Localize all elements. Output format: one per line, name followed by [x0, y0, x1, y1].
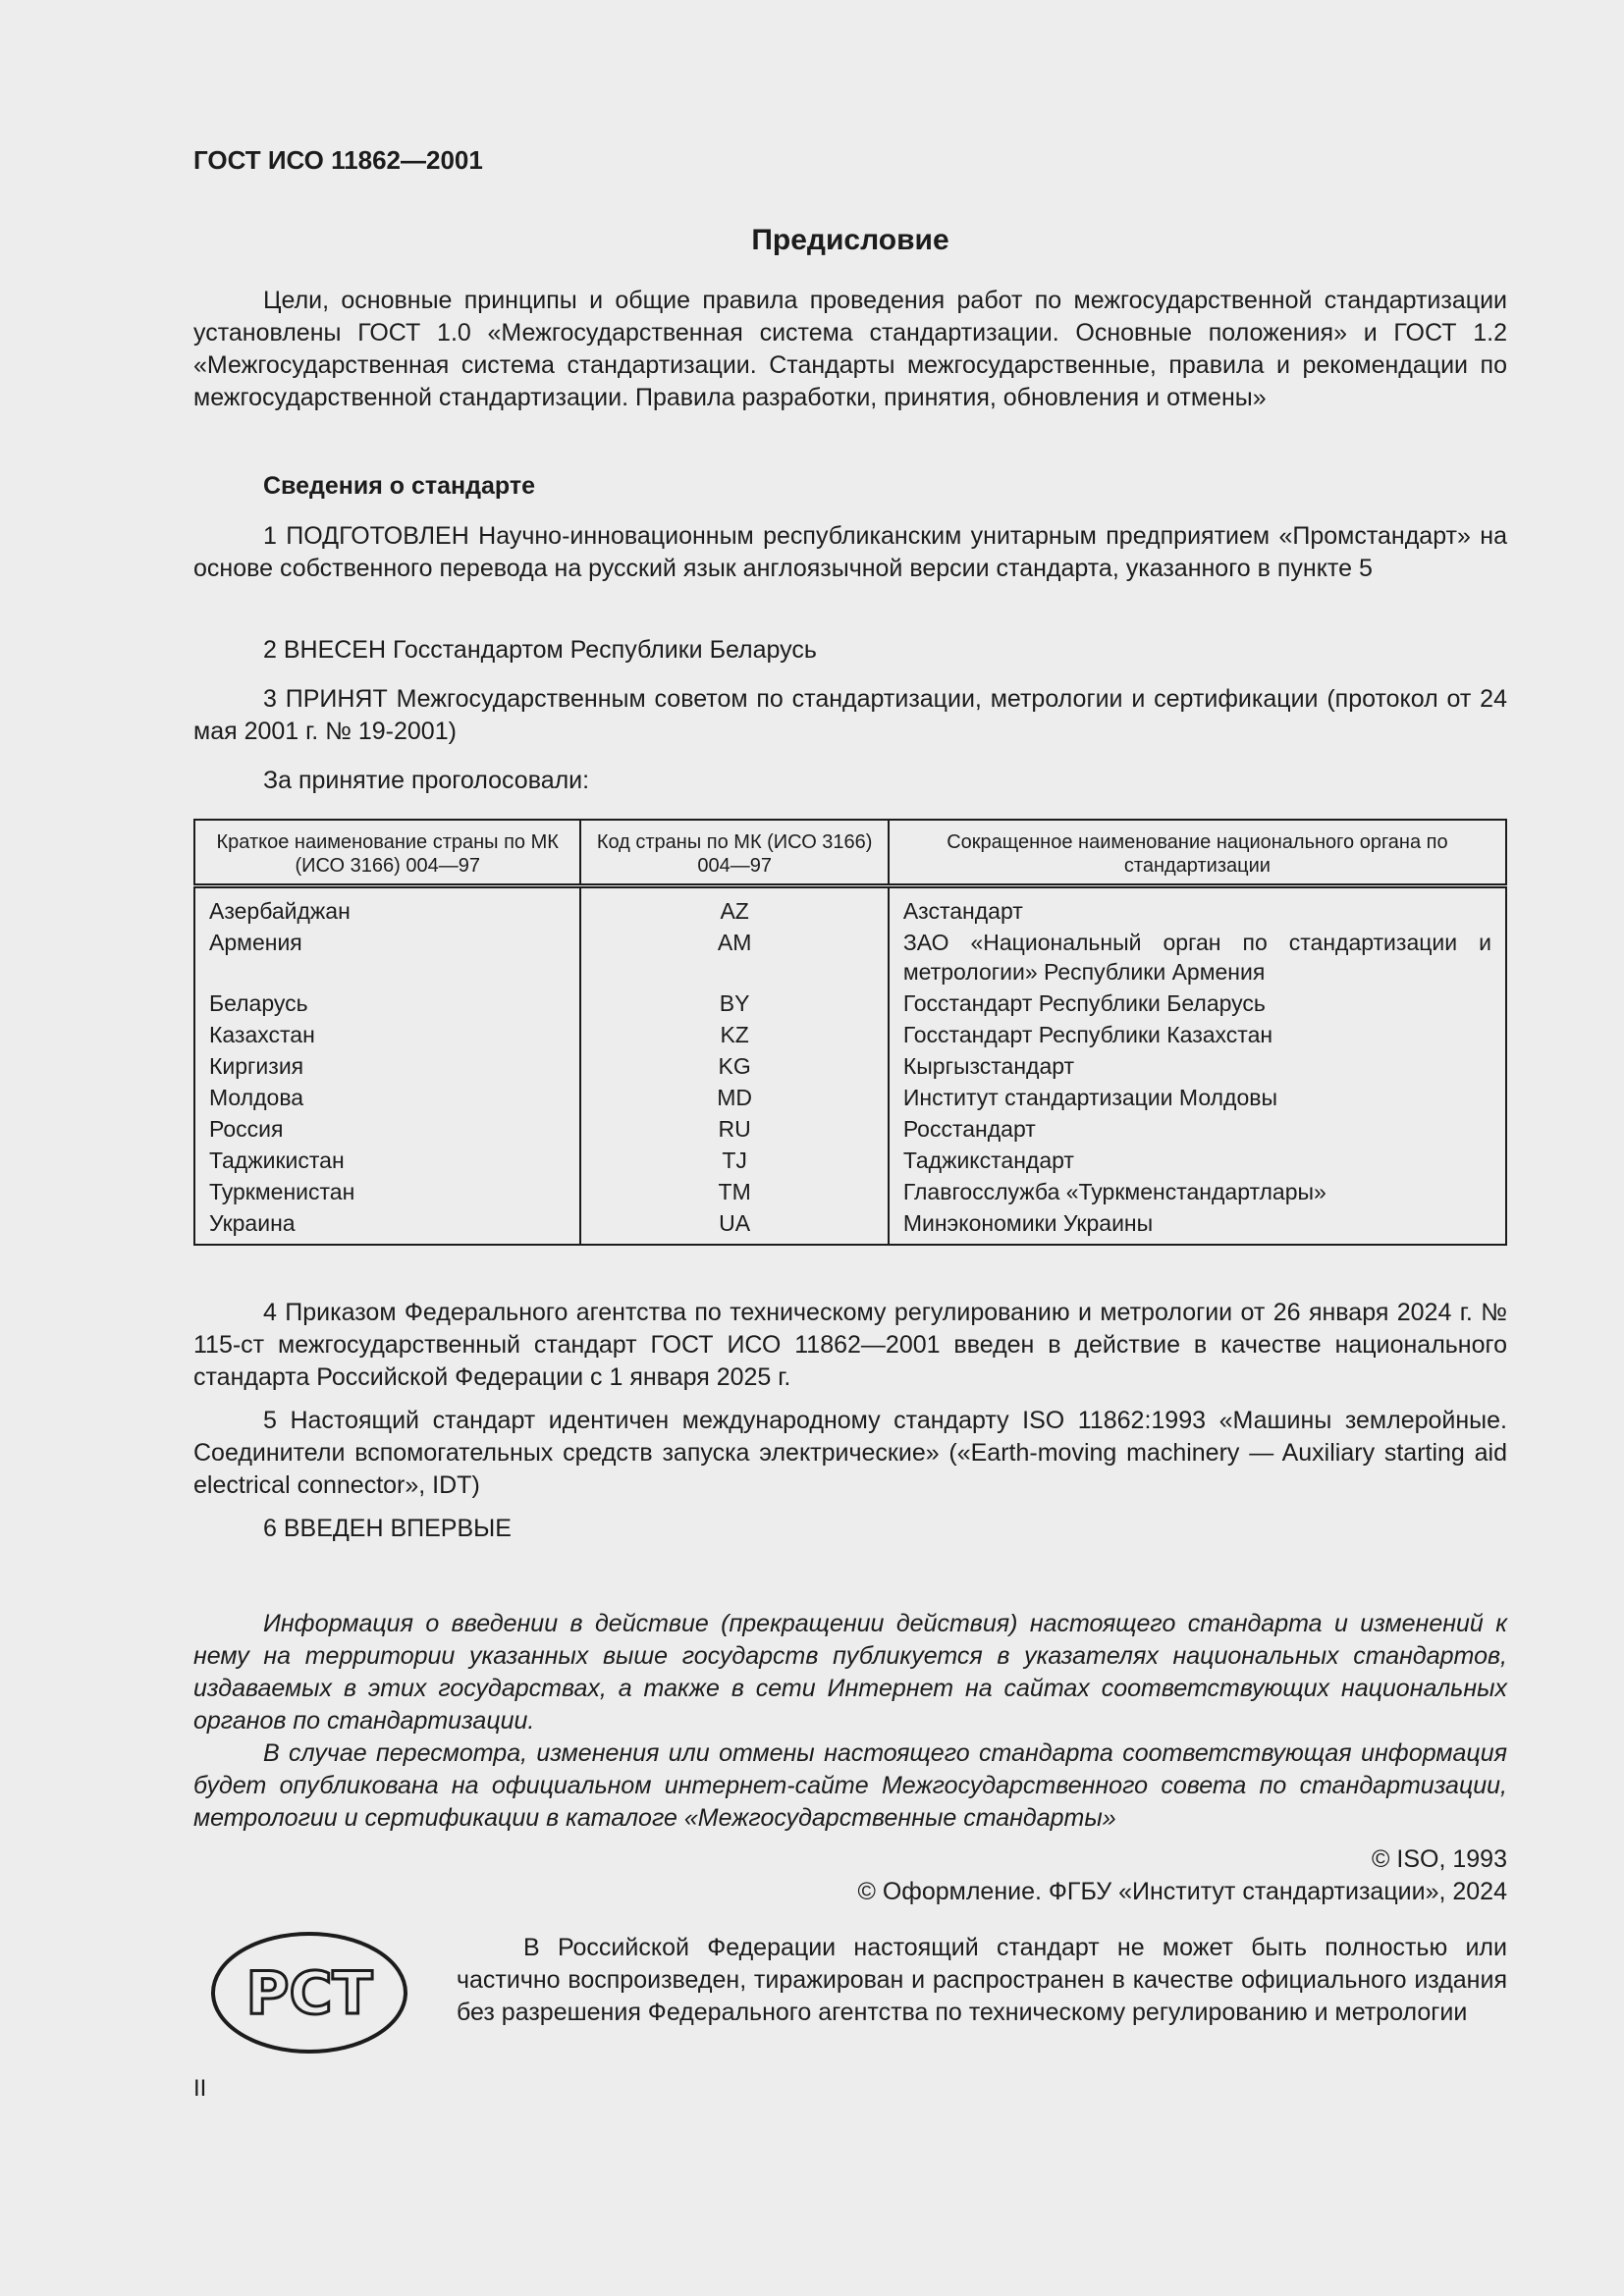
org-cell: Главгосслужба «Туркменстандартлары»: [889, 1176, 1506, 1207]
table-row: [194, 1176, 1506, 1207]
country-cell: Украина: [194, 1207, 580, 1245]
table-row: [194, 1113, 1506, 1145]
country-cell: Туркменистан: [194, 1176, 580, 1207]
info-heading: Сведения о стандарте: [263, 472, 536, 500]
copyright-iso: © ISO, 1993: [1372, 1845, 1507, 1873]
org-cell: Госстандарт Республики Беларусь: [889, 988, 1506, 1019]
table-row: [194, 1019, 1506, 1050]
item-2-block: [193, 634, 1507, 667]
code-cell: RU: [580, 1113, 888, 1145]
standard-code-header: ГОСТ ИСО 11862—2001: [193, 145, 483, 175]
code-cell: TM: [580, 1176, 888, 1207]
country-cell: Армения: [194, 927, 580, 988]
item-2-paragraph: 2 ВНЕСЕН Госстандартом Республики Беларусь: [263, 636, 817, 664]
page-title: Предисловие: [751, 224, 949, 256]
info-heading-block: [193, 472, 1507, 501]
item-3-block: [193, 683, 1507, 748]
page-number: II: [193, 2075, 207, 2102]
copyright-block: [193, 1843, 1507, 1908]
item-6-block: [193, 1513, 1507, 1545]
code-cell: TJ: [580, 1145, 888, 1176]
country-cell: Беларусь: [194, 988, 580, 1019]
voted-block: [193, 765, 1507, 797]
header-org: Сокращенное наименование национального органа по стандартизации: [889, 820, 1506, 886]
country-cell: Азербайджан: [194, 886, 580, 928]
item-4-paragraph: 4 Приказом Федерального агентства по техническому регулированию и метрологии от 26 января 2024 г. № 115-ст межгосударственный стандарт ГОСТ ИСО 11862—2001 введен в действие в качестве национального стандарта Российской Федерации с 1 января 2025 г.: [193, 1299, 1507, 1391]
country-cell: Таджикистан: [194, 1145, 580, 1176]
country-cell: Россия: [194, 1113, 580, 1145]
country-cell: Казахстан: [194, 1019, 580, 1050]
table-row: [194, 927, 1506, 988]
org-cell: Институт стандартизации Молдовы: [889, 1082, 1506, 1113]
table-row: [194, 988, 1506, 1019]
item-6-paragraph: 6 ВВЕДЕН ВПЕРВЫЕ: [263, 1515, 512, 1542]
code-cell: UA: [580, 1207, 888, 1245]
copyright-design: © Оформление. ФГБУ «Институт стандартизации», 2024: [857, 1878, 1507, 1905]
code-cell: KG: [580, 1050, 888, 1082]
org-cell: Азстандарт: [889, 886, 1506, 928]
rst-logo-icon: [209, 1929, 409, 2056]
org-cell: Таджикстандарт: [889, 1145, 1506, 1176]
voting-states-table: [193, 819, 1507, 1246]
table-row: [194, 1082, 1506, 1113]
table-row: [194, 1145, 1506, 1176]
code-cell: KZ: [580, 1019, 888, 1050]
item-5-paragraph: 5 Настоящий стандарт идентичен международному стандарту ISO 11862:1993 «Машины землеройные. Соединители вспомогательных средств запуска электрические» («Earth-moving machinery — Auxiliary starting aid electrical connector», IDT): [193, 1407, 1507, 1499]
table-row: [194, 1207, 1506, 1245]
table-header-row: [194, 820, 1506, 886]
voted-paragraph: За принятие проголосовали:: [263, 767, 590, 794]
code-cell: MD: [580, 1082, 888, 1113]
org-cell: Кыргызстандарт: [889, 1050, 1506, 1082]
code-cell: AM: [580, 927, 888, 988]
org-cell: ЗАО «Национальный орган по стандартизации и метрологии» Республики Армения: [889, 927, 1506, 988]
table-row: [194, 1050, 1506, 1082]
notice-paragraph-1: Информация о введении в действие (прекращении действия) настоящего стандарта и изменений к нему на территории указанных выше государств публикуется в указателях национальных стандартов, издаваемых в этих государствах, а также в сети Интернет на сайтах соответствующих национальных органов по стандартизации.: [193, 1610, 1507, 1735]
item-1-block: [193, 520, 1507, 585]
country-cell: Молдова: [194, 1082, 580, 1113]
notice-paragraph-2: В случае пересмотра, изменения или отмены настоящего стандарта соответствующая информация будет опубликована на официальном интернет-сайте Межгосударственного совета по стандартизации, метрологии и сертификации в каталоге «Межгосударственные стандарты»: [193, 1739, 1507, 1832]
intro-paragraph: Цели, основные принципы и общие правила проведения работ по межгосударственной стандартизации установлены ГОСТ 1.0 «Межгосударственная система стандартизации. Основные положения» и ГОСТ 1.2 «Межгосударственная система стандартизации. Стандарты межгосударственные, правила и рекомендации по межгосударственной стандартизации. Правила разработки, принятия, обновления и отмены»: [193, 287, 1507, 411]
item-3-paragraph: 3 ПРИНЯТ Межгосударственным советом по стандартизации, метрологии и сертификации (протокол от 24 мая 2001 г. № 19-2001): [193, 685, 1507, 745]
notice-block: [193, 1608, 1507, 1835]
intro-block: [193, 285, 1507, 414]
org-cell: Росстандарт: [889, 1113, 1506, 1145]
country-cell: Киргизия: [194, 1050, 580, 1082]
item-4-block: [193, 1297, 1507, 1394]
code-cell: BY: [580, 988, 888, 1019]
item-1-paragraph: 1 ПОДГОТОВЛЕН Научно-инновационным республиканским унитарным предприятием «Промстандарт» на основе собственного перевода на русский язык англоязычной версии стандарта, указанного в пункте 5: [193, 522, 1507, 582]
item-5-block: [193, 1405, 1507, 1502]
header-country: Краткое наименование страны по МК (ИСО 3166) 004—97: [194, 820, 580, 886]
org-cell: Госстандарт Республики Казахстан: [889, 1019, 1506, 1050]
header-code: Код страны по МК (ИСО 3166) 004—97: [580, 820, 888, 886]
table-row: [194, 886, 1506, 928]
code-cell: AZ: [580, 886, 888, 928]
logo-lettering: РСТ: [245, 1959, 373, 2028]
org-cell: Минэкономики Украины: [889, 1207, 1506, 1245]
rights-notice: В Российской Федерации настоящий стандарт не может быть полностью или частично воспроизведен, тиражирован и распространен в качестве официального издания без разрешения Федерального агентства по техническому регулированию и метрологии: [457, 1934, 1507, 2026]
